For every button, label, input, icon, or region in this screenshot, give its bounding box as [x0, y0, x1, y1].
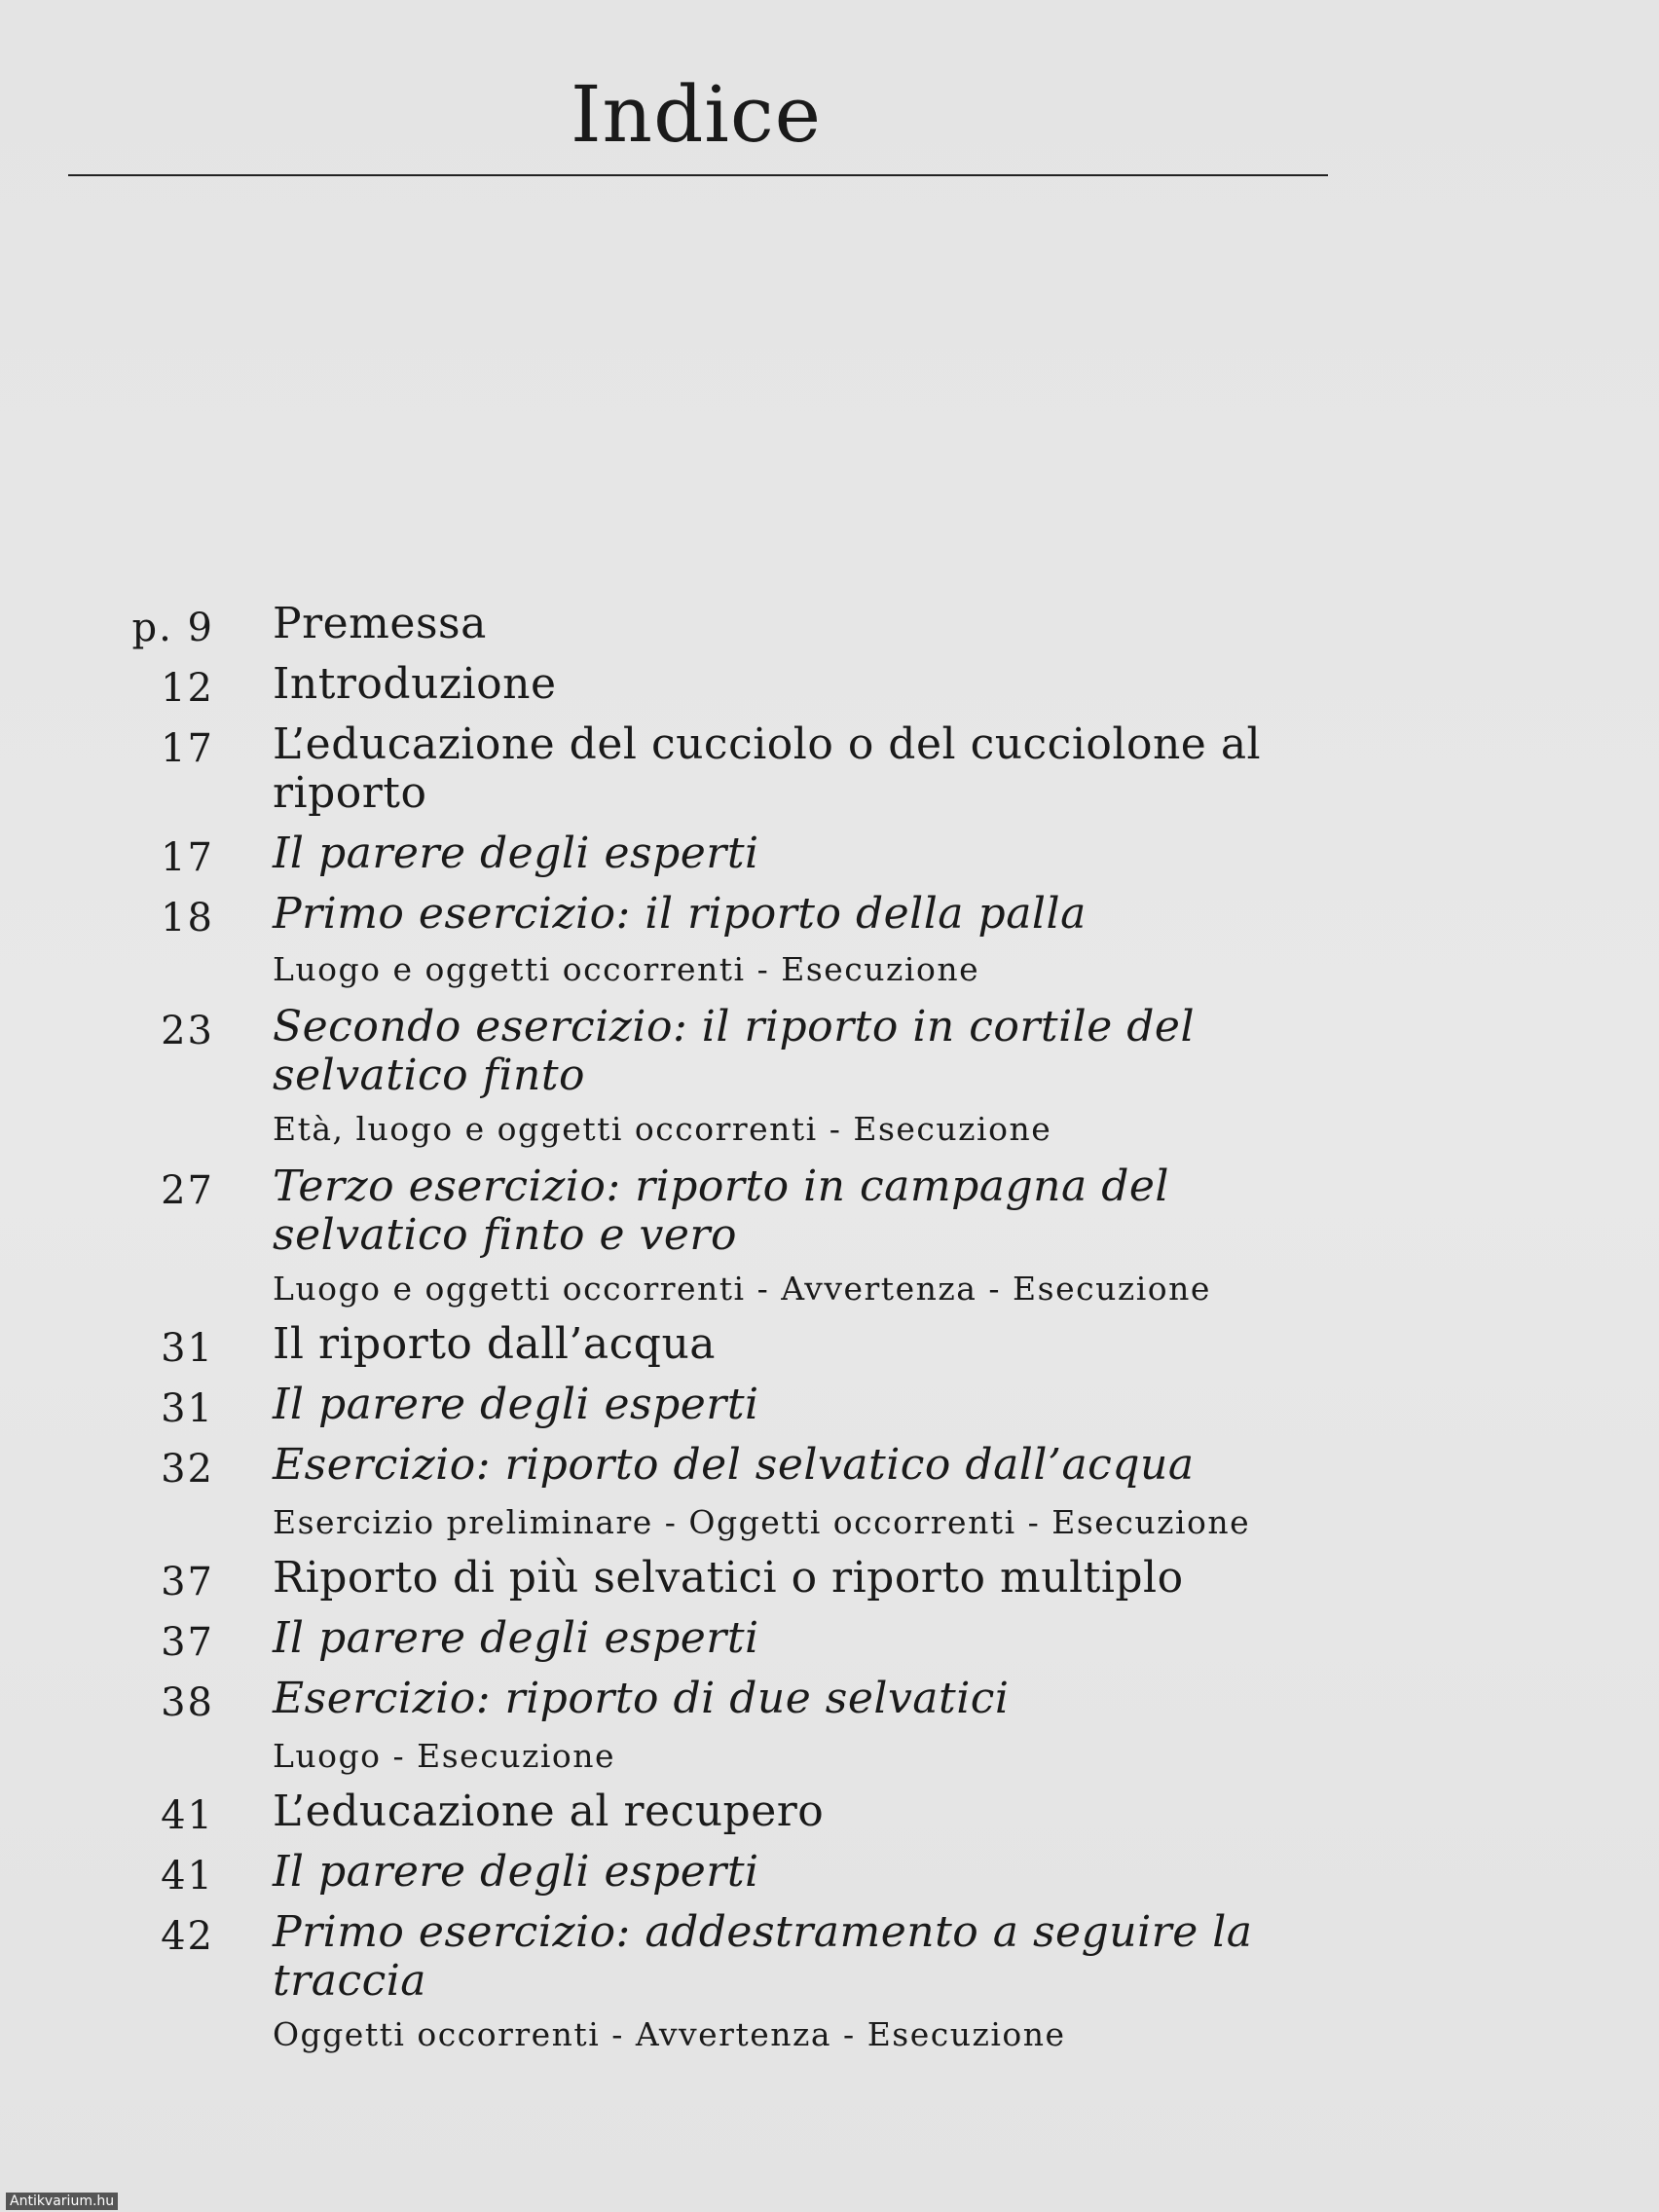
toc-entry: Il riporto dall’acqua [273, 1319, 717, 1369]
toc-page-number: 37 [161, 1560, 214, 1604]
toc-subentry: Luogo e oggetti occorrenti - Esecuzione [273, 950, 980, 988]
toc-page-number: 31 [161, 1326, 214, 1371]
toc-entry: Introduzione [273, 659, 557, 709]
page-title: Indice [570, 69, 823, 160]
title-rule [68, 174, 1328, 176]
toc-entry: Riporto di più selvatici o riporto multiplo [273, 1553, 1184, 1603]
toc-page-number: 31 [161, 1386, 214, 1431]
toc-entry: Premessa [273, 599, 487, 648]
toc-subentry: Esercizio preliminare - Oggetti occorrenti - Esecuzione [273, 1503, 1251, 1541]
watermark: Antikvarium.hu [6, 2193, 118, 2210]
toc-page-number: 38 [161, 1680, 214, 1725]
toc-page-number: 17 [161, 835, 214, 880]
toc-subentry: Oggetti occorrenti - Avvertenza - Esecuzione [273, 2015, 1066, 2053]
toc-entry: Il parere degli esperti [273, 1613, 759, 1663]
toc-page-number: 32 [161, 1447, 214, 1492]
toc-subentry: Luogo e oggetti occorrenti - Avvertenza - Esecuzione [273, 1270, 1211, 1308]
toc-page-number: 18 [161, 896, 214, 940]
toc-entry: Terzo esercizio: riporto in campagna del selvatico finto e vero [273, 1161, 1169, 1260]
toc-entry: Il parere degli esperti [273, 829, 759, 878]
toc-entry: Primo esercizio: addestramento a seguire la traccia [273, 1907, 1253, 2006]
toc-page-number: 41 [161, 1793, 214, 1838]
toc-entry: Secondo esercizio: il riporto in cortile del selvatico finto [273, 1002, 1196, 1100]
toc-subentry: Età, luogo e oggetti occorrenti - Esecuzione [273, 1110, 1052, 1148]
toc-page-number: 37 [161, 1620, 214, 1665]
toc-entry: Il parere degli esperti [273, 1847, 759, 1897]
toc-page-number: 23 [161, 1009, 214, 1053]
toc-subentry: Luogo - Esecuzione [273, 1737, 616, 1775]
toc-page-number: 27 [161, 1168, 214, 1213]
toc-page-number: 42 [161, 1914, 214, 1959]
toc-page-number: 17 [161, 726, 214, 771]
toc-page-number: p. 9 [131, 606, 214, 650]
toc-page-number: 41 [161, 1854, 214, 1899]
toc-entry: Esercizio: riporto di due selvatici [273, 1674, 1010, 1723]
toc-entry: Il parere degli esperti [273, 1380, 759, 1429]
toc-entry: Primo esercizio: il riporto della palla [273, 889, 1087, 939]
toc-entry: L’educazione al recupero [273, 1787, 825, 1836]
toc-entry: L’educazione del cucciolo o del cucciolone al riporto [273, 719, 1262, 818]
toc-entry: Esercizio: riporto del selvatico dall’acqua [273, 1440, 1195, 1490]
toc-page-number: 12 [161, 666, 214, 711]
